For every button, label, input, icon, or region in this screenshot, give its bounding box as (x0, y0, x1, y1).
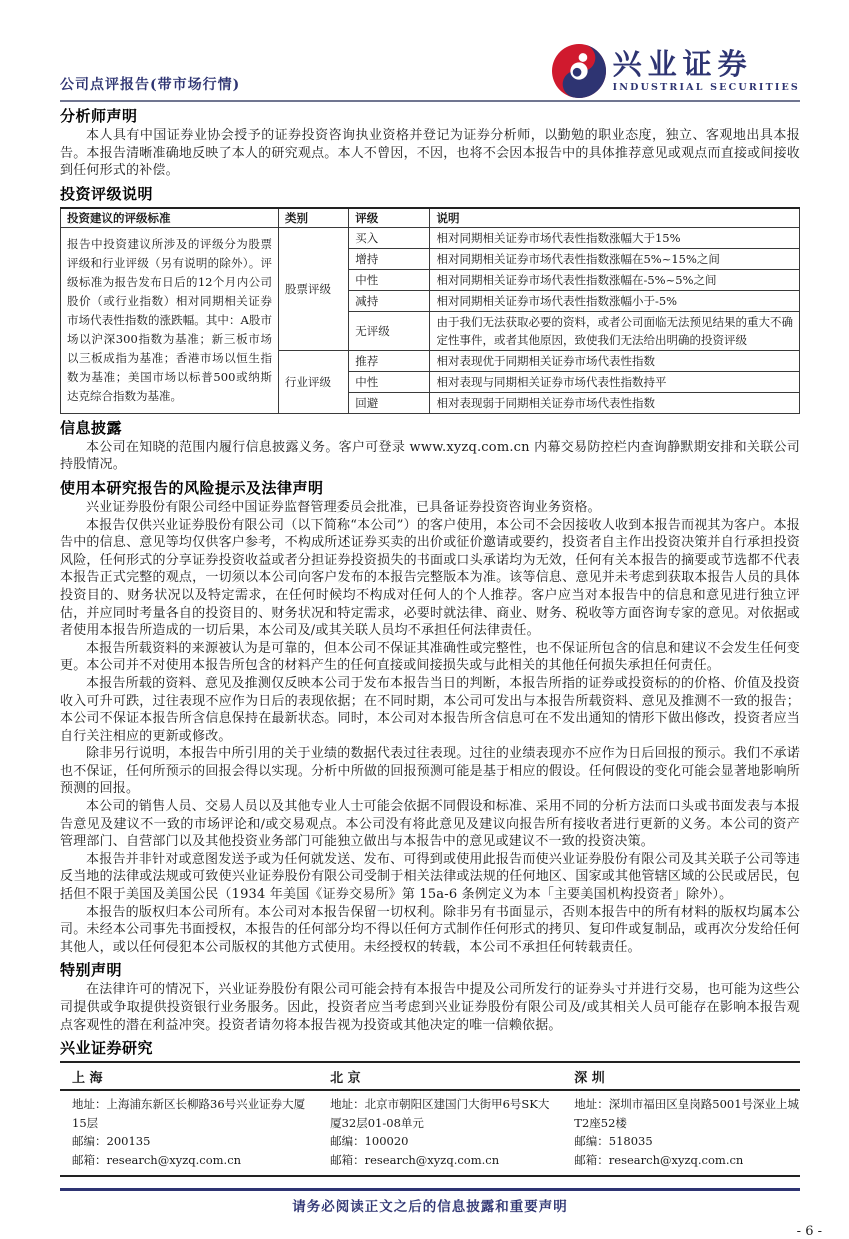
office-postcode: 邮编：100020 (330, 1134, 409, 1149)
office-city-shanghai: 上 海 (72, 1071, 103, 1087)
industrial-securities-swirl-icon (552, 44, 606, 98)
legal-paragraph: 除非另行说明，本报告中所引用的关于业绩的数据代表过往表现。过往的业绩表现亦不应作为日后回报的预示。我们不承诺也不保证，任何所预示的回报会得以实现。分析中所做的回报预测可能是基于相应的假设。任何假设的变化可能会显著地影响所预测的回报。 (60, 746, 800, 797)
office-beijing (330, 1095, 574, 1169)
rating-desc: 相对表现与同期相关证券市场代表性指数持平 (430, 371, 800, 392)
col-header-description: 说明 (430, 208, 800, 228)
stock-rating-category-cell: 股票评级 (279, 227, 349, 350)
information-disclosure-text: 本公司在知晓的范围内履行信息披露义务。客户可登录 www.xyzq.com.cn 内幕交易防控栏内查询静默期安排和关联公司持股情况。 (60, 439, 800, 473)
office-city-beijing: 北 京 (330, 1071, 361, 1087)
rating-desc: 相对同期相关证券市场代表性指数涨幅大于15% (430, 227, 800, 248)
legal-paragraph: 本报告的版权归本公司所有。本公司对本报告保留一切权利。除非另有书面显示，否则本报告中的所有材料的版权均属本公司。未经本公司事先书面授权，本报告的任何部分均不得以任何方式制作任何形式的拷贝、复印件或复制品，或再次分发给任何其他人，或以任何侵犯本公司版权的其他方式使用。未经授权的转载，本公司不承担任何转载责任。 (60, 904, 800, 955)
rating-desc: 由于我们无法获取必要的资料，或者公司面临无法预见结果的重大不确定性事件，或者其他原因，致使我们无法给出明确的投资评级 (430, 311, 800, 350)
office-header-row (60, 1063, 800, 1091)
office-shenzhen (574, 1095, 800, 1169)
rating-table-header-row (61, 208, 800, 228)
rating-desc: 相对同期相关证券市场代表性指数涨幅小于-5% (430, 290, 800, 311)
office-address: 地址：深圳市福田区皇岗路5001号深业上城T2座52楼 (574, 1097, 800, 1130)
office-email: 邮箱：research@xyzq.com.cn (574, 1152, 744, 1167)
col-header-rating: 评级 (349, 208, 430, 228)
legal-paragraph: 本公司的销售人员、交易人员以及其他专业人士可能会依据不同假设和标准、采用不同的分析方法而口头或书面发表与本报告意见及建议不一致的市场评论和/或交易观点。本公司没有将此意见及建议向报告所有接收者进行更新的义务。本公司的资产管理部门、自营部门以及其他投资业务部门可能独立做出与本报告中的意见或建议不一致的投资决策。 (60, 799, 800, 850)
research-offices-table (60, 1061, 800, 1177)
office-address: 地址：上海浦东新区长柳路36号兴业证券大厦15层 (72, 1097, 306, 1130)
office-email: 邮箱：research@xyzq.com.cn (330, 1152, 500, 1167)
office-detail-row (60, 1091, 800, 1175)
section-title-special-statement: 特别声明 (60, 961, 123, 980)
office-email: 邮箱：research@xyzq.com.cn (72, 1152, 242, 1167)
rating-label: 增持 (349, 248, 430, 269)
legal-paragraph: 本报告所载资料的来源被认为是可靠的，但本公司不保证其准确性或完整性，也不保证所包含的信息和建议不会发生任何变更。本公司并不对使用本报告所包含的材料产生的任何直接或间接损失或与此相关的其他任何损失承担任何责任。 (60, 640, 800, 674)
section-title-information-disclosure: 信息披露 (60, 418, 123, 437)
brand-logo (552, 44, 800, 98)
section-title-research-offices: 兴业证券研究 (60, 1039, 154, 1058)
legal-paragraph: 兴业证券股份有限公司经中国证券监督管理委员会批准，已具备证券投资咨询业务资格。 (86, 499, 601, 515)
footer-notice: 请务必阅读正文之后的信息披露和重要声明 (292, 1199, 568, 1216)
rating-desc: 相对同期相关证券市场代表性指数涨幅在-5%~5%之间 (430, 269, 800, 290)
rating-label: 中性 (349, 269, 430, 290)
page-header (60, 44, 800, 98)
office-address: 地址：北京市朝阳区建国门大街甲6号SK大厦32层01-08单元 (330, 1097, 550, 1130)
brand-name-en: INDUSTRIAL SECURITIES (612, 81, 800, 93)
rating-criteria-cell: 报告中投资建议所涉及的评级分为股票评级和行业评级（另有说明的除外）。评级标准为报告发布日后的12个月内公司股价（或行业指数）相对同期相关证券市场代表性指数的涨跌幅。其中：A股市场以沪深300指数为基准；新三板市场以三板成指为基准；香港市场以恒生指数为基准；美国市场以标普500或纳斯达克综合指数为基准。 (61, 227, 279, 413)
rating-label: 减持 (349, 290, 430, 311)
rating-label: 推荐 (349, 350, 430, 371)
rating-label: 买入 (349, 227, 430, 248)
analyst-statement-text: 本人具有中国证券业协会授予的证券投资咨询执业资格并登记为证券分析师，以勤勉的职业态度，独立、客观地出具本报告。本报告清晰准确地反映了本人的研究观点。本人不曾因，不因，也将不会因本报告中的具体推荐意见或观点而直接或间接收到任何形式的补偿。 (60, 128, 800, 179)
office-postcode: 邮编：200135 (72, 1134, 151, 1149)
rating-label: 无评级 (349, 311, 430, 350)
section-title-legal-statement: 使用本研究报告的风险提示及法律声明 (60, 478, 324, 497)
office-postcode: 邮编：518035 (574, 1134, 653, 1149)
header-divider (60, 100, 800, 102)
report-type-label: 公司点评报告(带市场行情) (60, 77, 241, 93)
rating-desc: 相对表现优于同期相关证券市场代表性指数 (430, 350, 800, 371)
page-footer (60, 1188, 822, 1239)
rating-desc: 相对同期相关证券市场代表性指数涨幅在5%~15%之间 (430, 248, 800, 269)
office-shanghai (60, 1095, 330, 1169)
legal-paragraph: 本报告所载的资料、意见及推测仅反映本公司于发布本报告当日的判断，本报告所指的证券或投资标的的价格、价值及投资收入可升可跌，过往表现不应作为日后的表现依据；在不同时期，本公司可发出与本报告所载资料、意见及推测不一致的报告；本公司不保证本报告所含信息保持在最新状态。同时，本公司对本报告所含信息可在不发出通知的情形下做出修改，投资者应当自行关注相应的更新或修改。 (60, 675, 800, 744)
section-title-rating-explanation: 投资评级说明 (60, 184, 154, 203)
industry-rating-category-cell: 行业评级 (279, 350, 349, 413)
section-title-analyst-statement: 分析师声明 (60, 107, 138, 125)
col-header-criteria: 投资建议的评级标准 (61, 208, 279, 228)
table-row (61, 227, 800, 248)
office-city-shenzhen: 深 圳 (574, 1071, 605, 1087)
rating-label: 中性 (349, 371, 430, 392)
legal-paragraph: 本报告并非针对或意图发送予或为任何就发送、发布、可得到或使用此报告而使兴业证券股份有限公司及其关联子公司等违反当地的法律或法规或可致使兴业证券股份有限公司受制于相关法律或法规的任何地区、国家或其他管辖区域的公民或居民，包括但不限于美国及美国公民（1934 年美国《证券交易所》第 15a-6 条例定义为本「主要美国机构投资者」除外）。 (60, 851, 800, 903)
special-statement-text: 在法律许可的情况下，兴业证券股份有限公司可能会持有本报告中提及公司所发行的证券头寸并进行交易，也可能为这些公司提供或争取提供投资银行业务服务。因此，投资者应当考虑到兴业证券股份有限公司及/或其相关人员可能存在影响本报告观点客观性的潜在利益冲突。投资者请勿将本报告视为投资或其他决定的唯一信赖依据。 (60, 982, 800, 1033)
rating-table (60, 207, 800, 414)
brand-name-cn: 兴业证券 (612, 47, 753, 82)
legal-paragraph: 本报告仅供兴业证券股份有限公司（以下简称“本公司”）的客户使用，本公司不会因接收人收到本报告而视其为客户。本报告中的信息、意见等均仅供客户参考，不构成所述证券买卖的出价或征价邀请或要约，投资者自主作出投资决策并自行承担投资风险，任何形式的分享证券投资收益或者分担证券投资损失的书面或口头承诺均为无效，任何有关本报告的摘要或节选都不代表本报告正式完整的观点，一切须以本公司向客户发布的本报告完整版本为准。该等信息、意见并未考虑到获取本报告人员的具体投资目的、财务状况以及特定需求，在任何时候均不构成对任何人的个人推荐。客户应当对本报告中的信息和意见进行独立评估，并应同时考量各自的投资目的、财务状况和特定需求，必要时就法律、商业、财务、税收等方面咨询专家的意见。对依据或者使用本报告所造成的一切后果，本公司及/或其关联人员均不承担任何法律责任。 (60, 517, 800, 639)
page-number: - 6 - (796, 1224, 822, 1239)
rating-label: 回避 (349, 392, 430, 413)
brand-text (613, 49, 800, 92)
col-header-category: 类别 (279, 208, 349, 228)
rating-desc: 相对表现弱于同期相关证券市场代表性指数 (430, 392, 800, 413)
